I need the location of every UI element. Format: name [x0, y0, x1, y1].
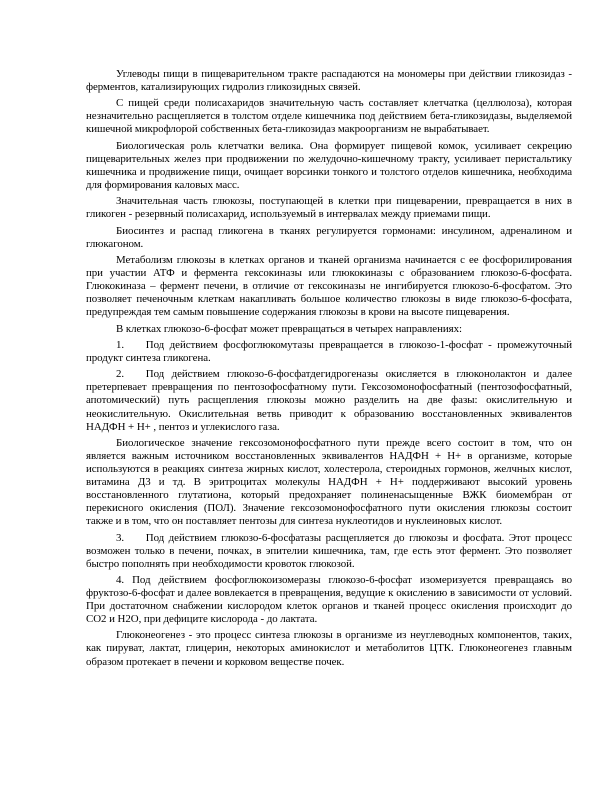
paragraph-gluconeogenesis: Глюконеогенез - это процесс синтеза глюкозы в организме из неуглеводных компонентов, таких, как пируват, лактат, глицерин, некоторых аминокислот и метаболитов ЦТК. Глюконеогенез главным образом протекает в печени и корковом веществе почек.	[86, 629, 572, 668]
paragraph-cellulose: С пищей среди полисахаридов значительную часть составляет клетчатка (целлюлоза), которая незначительно расщепляется в толстом отделе кишечника под действием бета-гликозидазы, выделяемой кишечной микрофлорой собственных бета-гликозидаз макроорганизм не вырабатывает.	[86, 97, 572, 136]
paragraph-carbohydrate-digestion: Углеводы пищи в пищеварительном тракте распадаются на мономеры при действии гликозидаз - ферментов, катализирующих гидролиз гликозидных связей.	[86, 68, 572, 94]
document-body	[86, 68, 572, 669]
list-item-3: 3. Под действием глюкозо-6-фосфатазы расщепляется до глюкозы и фосфата. Этот процесс возможен только в печени, почках, в эпителии кишечника, там, где есть этот фермент. Это позволяет быстро пополнять при необходимости кровоток глюкозой.	[86, 531, 572, 570]
list-item-4: 4. Под действием фосфоглюкоизомеразы глюкозо-6-фосфат изомеризуется превращаясь во фруктозо-6-фосфат и далее вовлекается в превращения, ведущие к окислению в зависимости от условий. При достаточном снабжении кислородом клеток органов и тканей процесс окисления происходит до СО2 и Н2О, при дефиците кислорода - до лактата.	[86, 573, 572, 626]
paragraph-fiber-role: Биологическая роль клетчатки велика. Она формирует пищевой комок, усиливает секрецию пищеварительных желез при продвижении по желудочно-кишечному тракту, усиливает перистальтику кишечника и продвижение пищи, очищает ворсинки тонкого и толстого отделов кишечника, необходима для формирования каловых масс.	[86, 139, 572, 191]
paragraph-pentose-significance: Биологическое значение гексозомонофосфатного пути прежде всего состоит в том, что он является важным источником восстановленных эквивалентов НАДФН + Н+ в организме, которые используются в реакциях синтеза жирных кислот, холестерола, стероидных гормонов, желчных кислот, витамина Д3 и тд. В эритроцитах молекулы НАДФН + Н+ поддерживают высокий уровень восстановленного глутатиона, который предохраняет полиненасыщенные ВЖК биомембран от перекисного окисления (ПОЛ). Значение гексозомонофосфатного пути окисления глюкозы состоит также и в том, что он поставляет пентозы для синтеза нуклеотидов и нуклеиновых кислот.	[86, 436, 572, 528]
list-item-1: 1. Под действием фосфоглюкомутазы превращается в глюкозо-1-фосфат - промежуточный продукт синтеза гликогена.	[86, 338, 572, 365]
paragraph-glucose-metabolism: Метаболизм глюкозы в клетках органов и тканей организма начинается с ее фосфорилирования при участии АТФ и фермента гексокиназы или глюкокиназы с образованием глюкозо-6-фосфата. Глюкокиназа – фермент печени, в отличие от гексокиназы не ингибируется глюкозо-6-фосфатом. Это позволяет печеночным клеткам накапливать большое количество глюкозы в виде глюкозо-6-фосфата, предупреждая тем самым повышение содержания глюкозы в крови на высоте пищеварения.	[86, 254, 572, 319]
paragraph-glycogen: Значительная часть глюкозы, поступающей в клетки при пищеварении, превращается в них в гликоген - резервный полисахарид, используемый в интервалах между приемами пищи.	[86, 195, 572, 221]
paragraph-four-directions: В клетках глюкозо-6-фосфат может превращаться в четырех направлениях:	[116, 322, 462, 335]
paragraph-hormonal-regulation: Биосинтез и распад гликогена в тканях регулируется гормонами: инсулином, адреналином и глюкагоном.	[86, 224, 572, 250]
list-item-2: 2. Под действием глюкозо-6-фосфатдегидрогеназы окисляется в глюконолактон и далее претерпевает превращения по пентозофосфатному пути. Гексозомонофосфатный (пентозофосфатный, апотомический) путь расщепления глюкозы можно разделить на две фазы: окислительную и неокислительную. Окислительная ветвь приводит к образованию восстановленных эквивалентов НАДФН + Н+ , пентоз и углекислого газа.	[86, 368, 572, 433]
